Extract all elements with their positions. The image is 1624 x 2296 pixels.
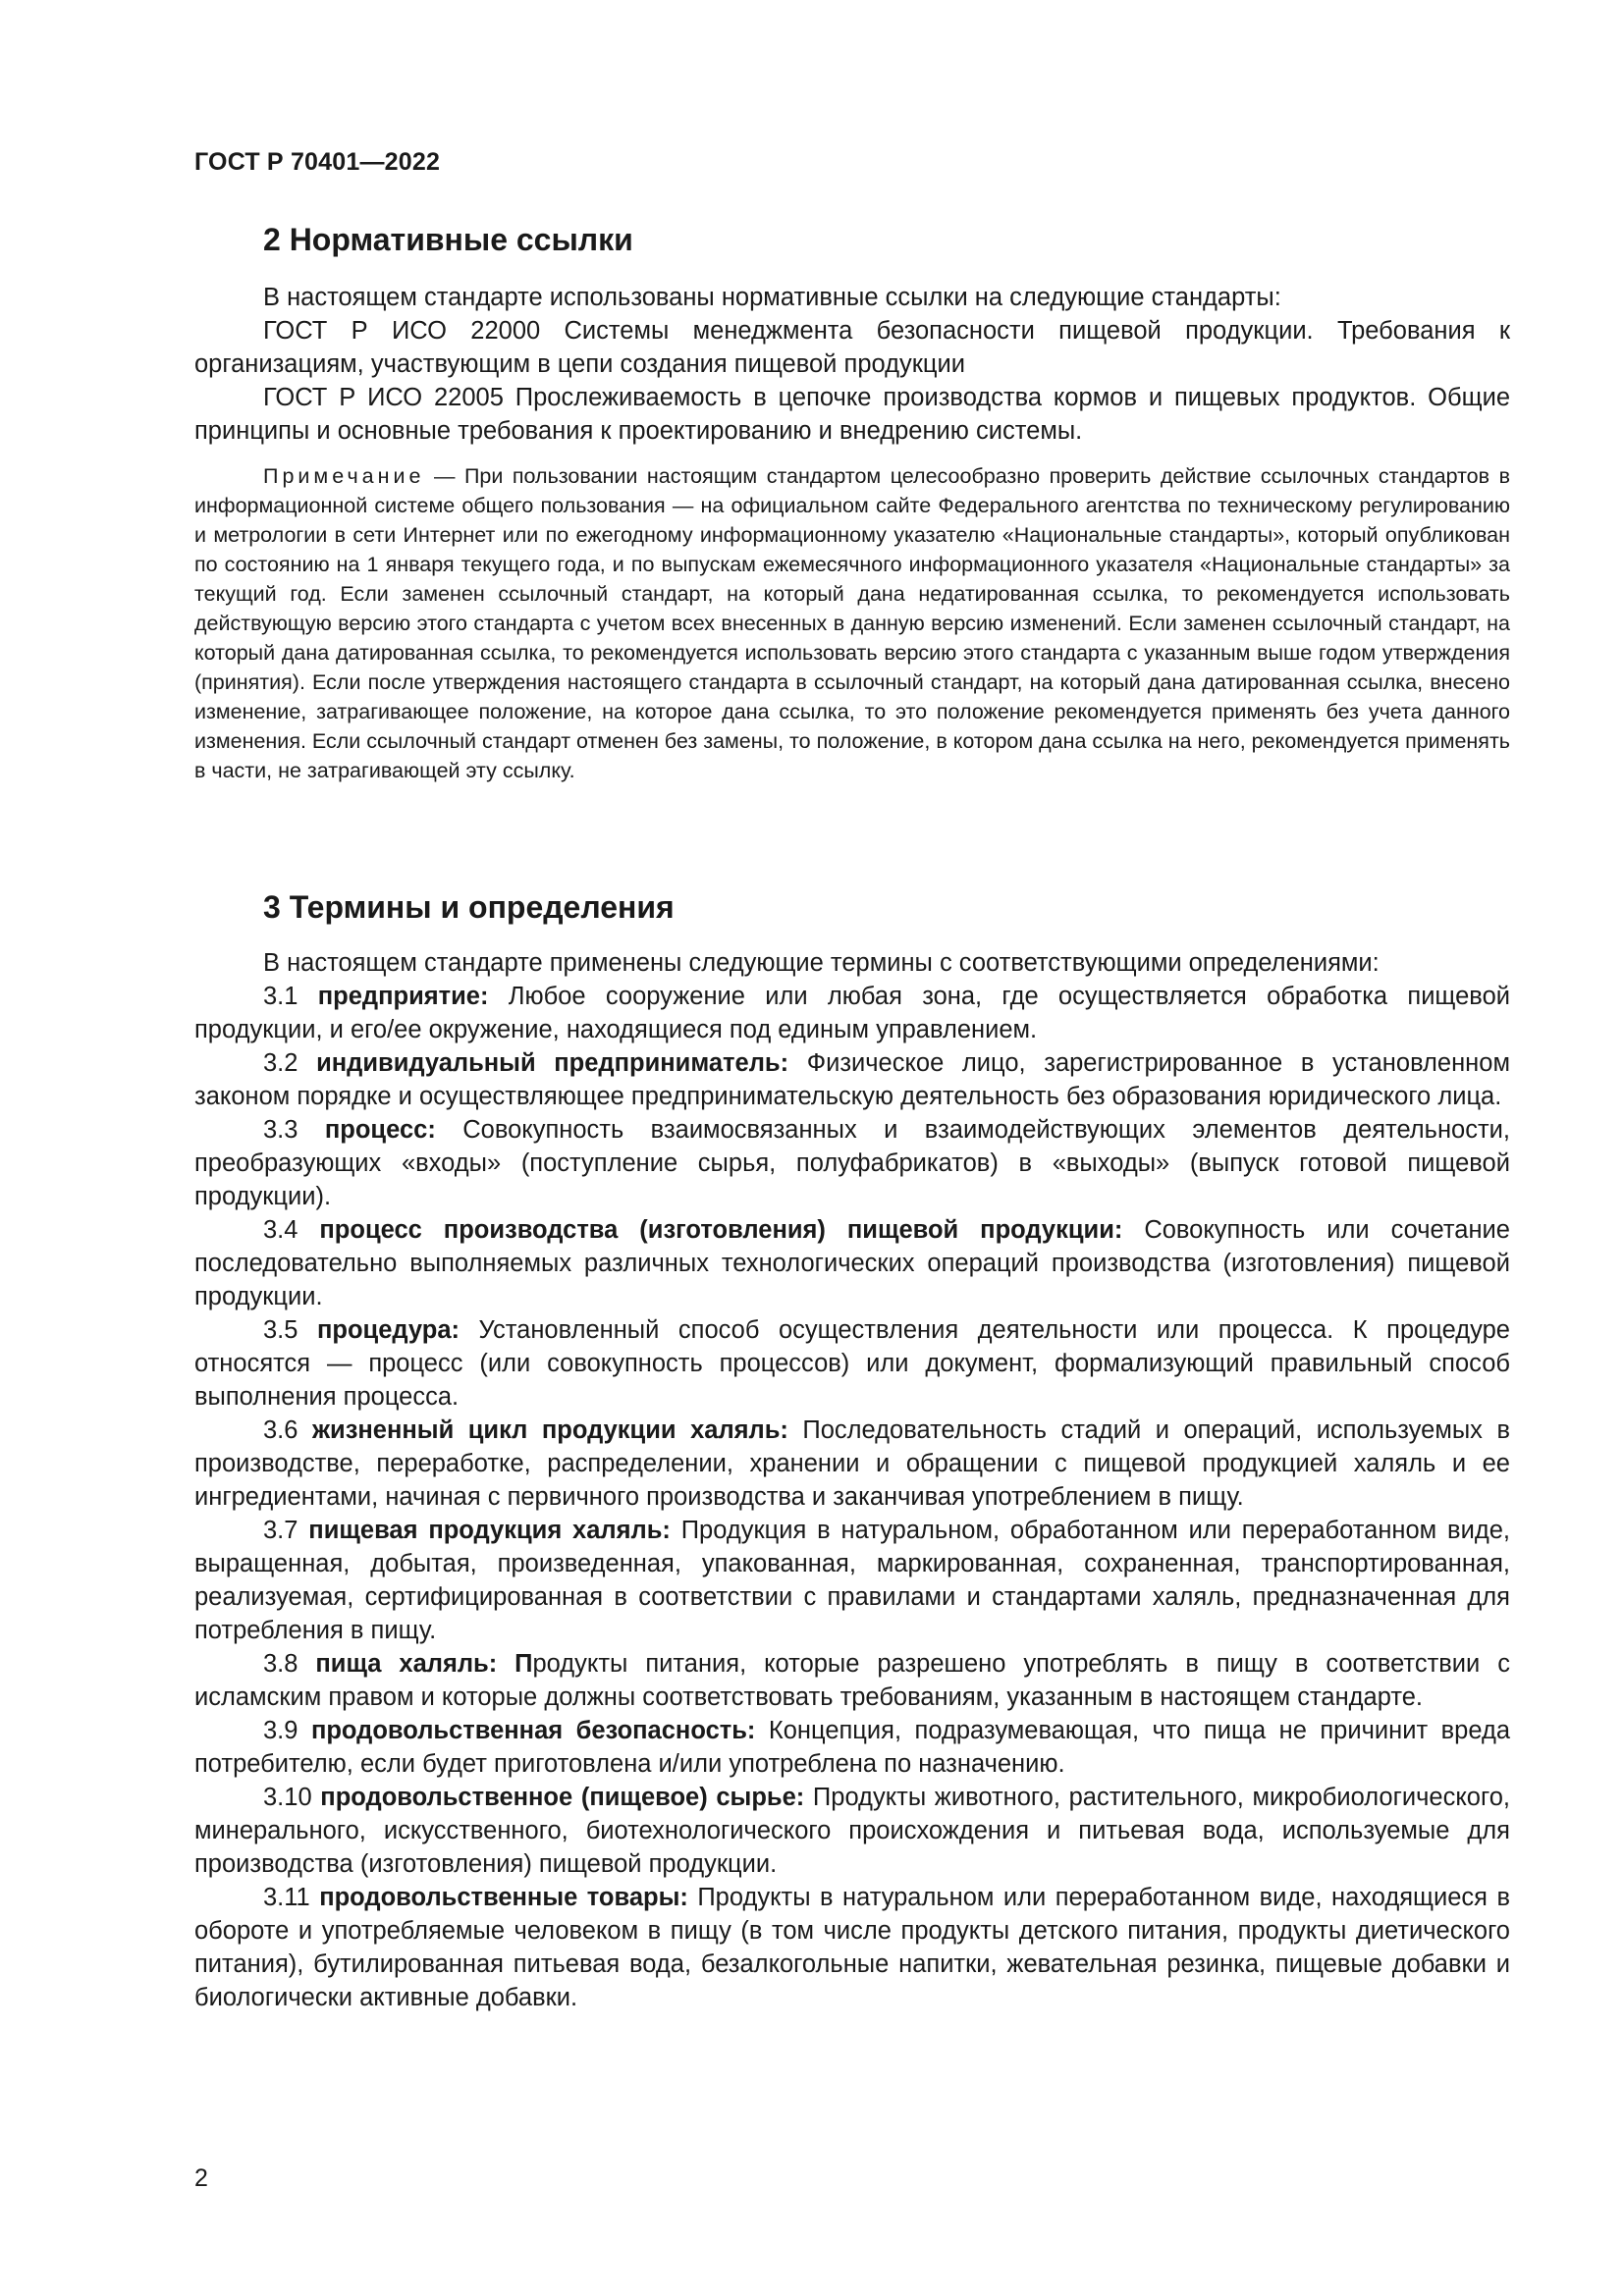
section-title: 2 Нормативные ссылки — [263, 222, 633, 257]
term-name: предприятие: — [317, 983, 489, 1010]
term-definition — [194, 1714, 1510, 1781]
section-terms-definitions — [194, 887, 1510, 2014]
note-text: — При пользовании настоящим стандартом целесообразно проверить действие ссылочных стандартов в информационной системе общего пользования — на официальном сайте Федерального агентства по техническому регулированию и метрологии в сети Интернет или по ежегодному информационному указателю «Национальные стандарты», который опубликован по состоянию на 1 января текущего года, и по выпускам ежемесячного информационного указателя «Национальные стандарты» за текущий год. Если заменен ссылочный стандарт, на который дана недатированная ссылка, то рекомендуется использовать действующую версию этого стандарта с учетом всех внесенных в данную версию изменений. Если заменен ссылочный стандарт, на который дана датированная ссылка, то рекомендуется использовать версию этого стандарта с указанным выше годом утверждения (принятия). Если после утверждения настоящего стандарта в ссылочный стандарт, на который дана датированная ссылка, внесено изменение, затрагивающее положение, на которое дана ссылка, то это положение рекомендуется применять без учета данного изменения. Если ссылочный стандарт отменен без замены, то положение, в котором дана ссылка на него, рекомендуется применять в части, не затрагивающей эту ссылку. — [194, 464, 1510, 782]
term-definition — [194, 1514, 1510, 1647]
term-name: пищевая продукция халяль: — [308, 1517, 671, 1544]
term-text: Продукты животного, растительного, микробиологического, минерального, искусственного, биотехнологического происхождения и питьевая вода, используемые для производства (изготовления) пищевой продукции. — [194, 1784, 1510, 1878]
note-label: Примечание — [263, 464, 425, 488]
term-number: 3.4 — [263, 1216, 320, 1244]
term-text: Последовательность стадий и операций, используемых в производстве, переработке, распределении, хранении и обращении с пищевой продукцией халяль и ее ингредиентами, начиная с первичного производства и заканчивая употреблением в пищу. — [194, 1416, 1510, 1511]
term-text: Установленный способ осуществления деятельности или процесса. К процедуре относятся — процесс (или совокупность процессов) или документ, формализующий правильный способ выполнения процесса. — [194, 1316, 1510, 1411]
term-number: 3.1 — [263, 983, 318, 1010]
term-definition — [194, 1113, 1510, 1213]
term-definition — [194, 1881, 1510, 2014]
term-text: Совокупность или сочетание последовательно выполняемых различных технологических операций производства (изготовления) пищевой продукции. — [194, 1216, 1510, 1310]
term-number: 3.9 — [263, 1717, 311, 1744]
term-name: процесс: — [324, 1116, 436, 1144]
term-number: 3.5 — [263, 1316, 317, 1344]
term-name: продовольственное (пищевое) сырье: — [320, 1784, 805, 1811]
section-intro: В настоящем стандарте применены следующие термины с соответствующими определениями: — [263, 949, 1380, 977]
term-text: Совокупность взаимосвязанных и взаимодействующих элементов деятельности, преобразующих «входы» (поступление сырья, полуфабрикатов) в «выходы» (выпуск готовой пищевой продукции). — [194, 1116, 1510, 1210]
document-header: ГОСТ Р 70401—2022 — [194, 148, 441, 176]
page-number: 2 — [194, 2164, 208, 2192]
term-name: индивидуальный предприниматель: — [316, 1049, 789, 1077]
term-name: процедура: — [316, 1316, 460, 1344]
term-definition — [194, 980, 1510, 1046]
term-definition — [194, 1313, 1510, 1414]
note-paragraph — [194, 461, 1510, 785]
term-text: Физическое лицо, зарегистрированное в установленном законом порядке и осуществляющее предпринимательскую деятельность без образования юридического лица. — [194, 1049, 1510, 1110]
term-text: Продукция в натуральном, обработанном или переработанном виде, выращенная, добытая, произведенная, упакованная, маркированная, сохраненная, транспортированная, реализуемая, сертифицированная в соответствии с правилами и стандартами халяль, предназначенная для потребления в пищу. — [194, 1517, 1510, 1644]
term-name: продовольственная безопасность: — [310, 1717, 756, 1744]
term-definition — [194, 1414, 1510, 1514]
section-intro: В настоящем стандарте использованы нормативные ссылки на следующие стандарты: — [263, 284, 1281, 311]
term-definition — [194, 1213, 1510, 1313]
term-number: 3.2 — [263, 1049, 317, 1077]
term-number: 3.8 — [263, 1650, 316, 1678]
term-text: родукты питания, которые разрешено употреблять в пищу в соответствии с исламским правом и которые должны соответствовать требованиям, указанным в настоящем стандарте. — [194, 1650, 1510, 1711]
term-number: 3.11 — [263, 1884, 320, 1911]
section-normative-references — [194, 220, 1510, 785]
section-title: 3 Термины и определения — [263, 889, 675, 925]
term-name: пища халяль: П — [315, 1650, 533, 1678]
term-number: 3.7 — [263, 1517, 309, 1544]
term-definition — [194, 1046, 1510, 1113]
term-text: Любое сооружение или любая зона, где осуществляется обработка пищевой продукции, и его/ее окружение, находящиеся под единым управлением. — [194, 983, 1510, 1043]
term-number: 3.6 — [263, 1416, 312, 1444]
term-name: продовольственные товары: — [319, 1884, 688, 1911]
term-name: процесс производства (изготовления) пищевой продукции: — [319, 1216, 1123, 1244]
reference-item: ГОСТ Р ИСО 22000 Системы менеджмента безопасности пищевой продукции. Требования к организациям, участвующим в цепи создания пищевой продукции — [194, 317, 1510, 378]
term-number: 3.3 — [263, 1116, 325, 1144]
term-text: Продукты в натуральном или переработанном виде, находящиеся в обороте и употребляемые человеком в пищу (в том числе продукты детского питания, продукты диетического питания), бутилированная питьевая вода, безалкогольные напитки, жевательная резинка, пищевые добавки и биологически активные добавки. — [194, 1884, 1510, 2011]
reference-item: ГОСТ Р ИСО 22005 Прослеживаемость в цепочке производства кормов и пищевых продуктов. Общие принципы и основные требования к проектированию и внедрению системы. — [194, 384, 1510, 445]
term-number: 3.10 — [263, 1784, 321, 1811]
term-definition — [194, 1781, 1510, 1881]
term-definition — [194, 1647, 1510, 1714]
term-name: жизненный цикл продукции халяль: — [311, 1416, 788, 1444]
term-text: Концепция, подразумевающая, что пища не причинит вреда потребителю, если будет приготовлена и/или употреблена по назначению. — [194, 1717, 1511, 1778]
